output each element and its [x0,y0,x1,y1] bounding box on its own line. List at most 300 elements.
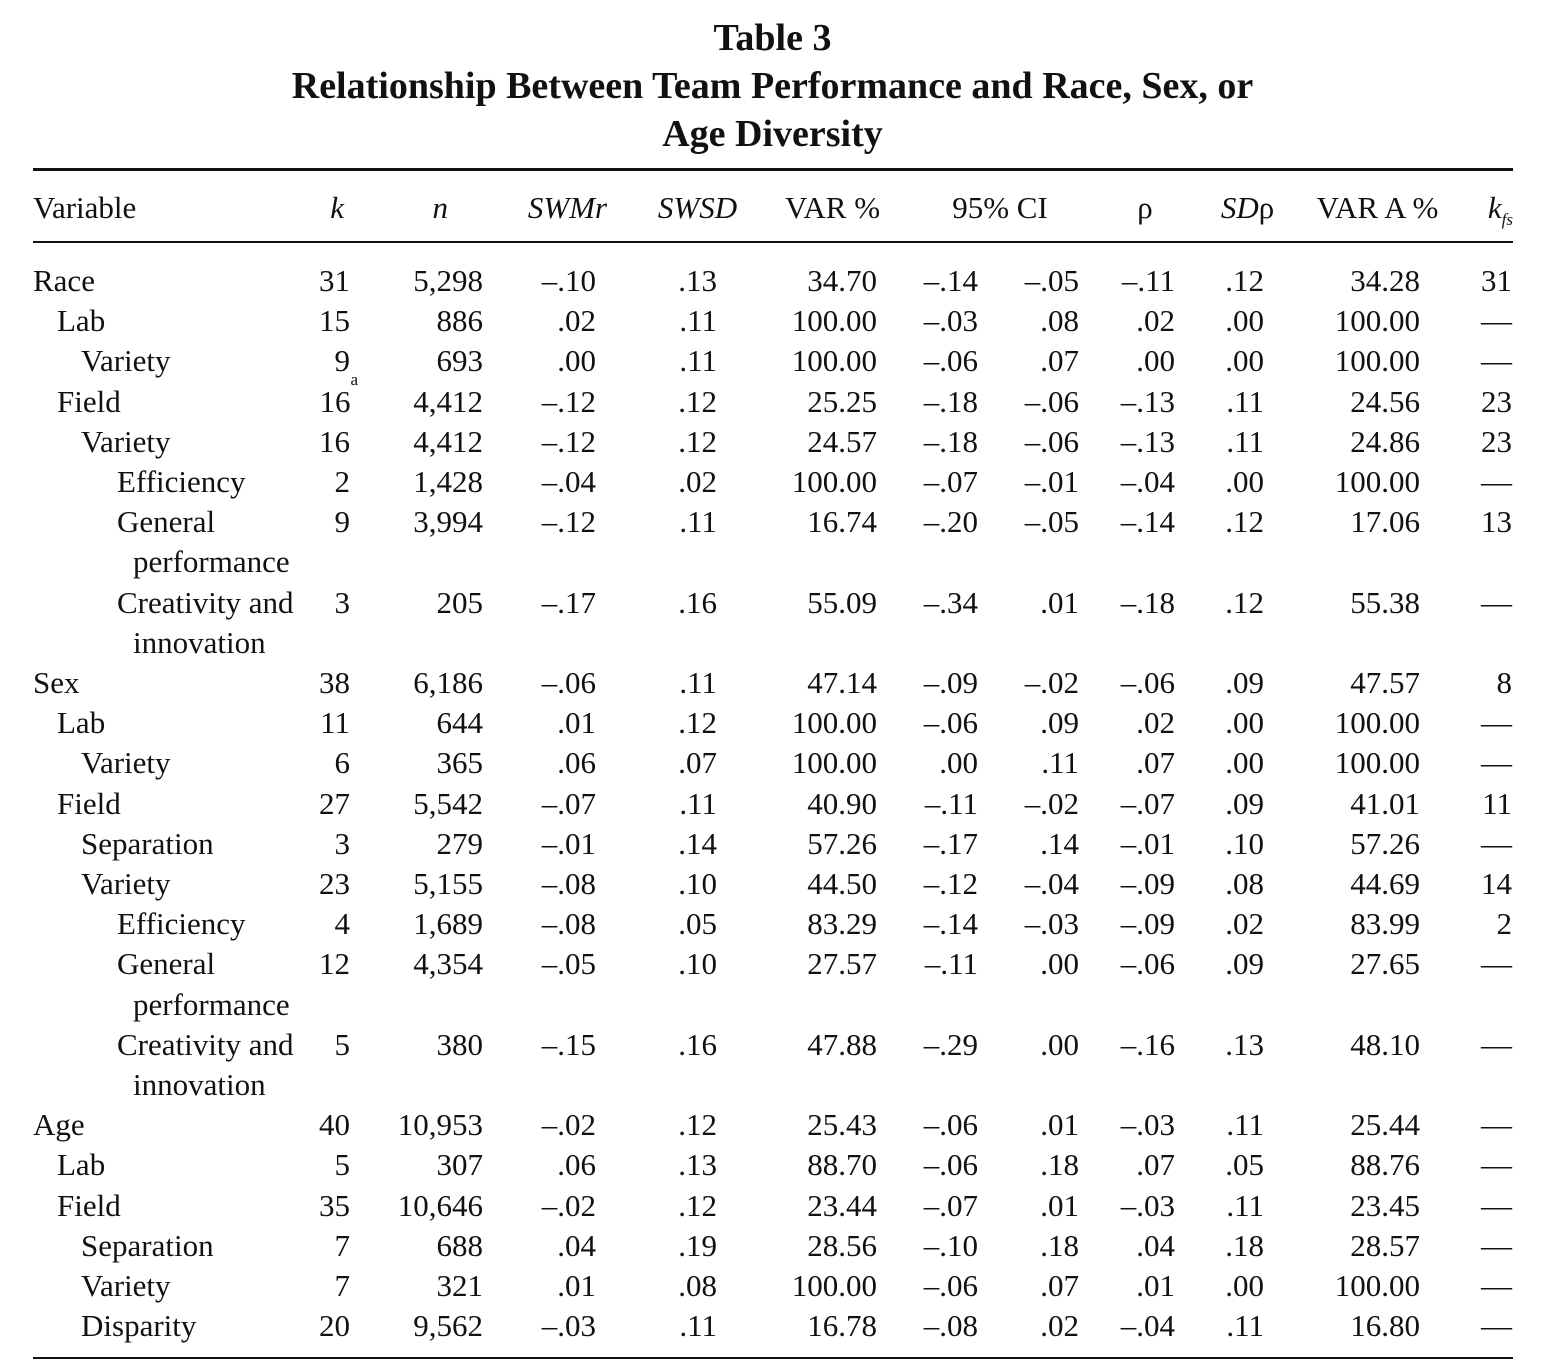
cell-swmr: –.08 [541,866,596,901]
cell-ci-upper: –.02 [1024,785,1079,821]
cell-var-a-pct: 25.44 [1350,1107,1420,1143]
cell-k: 27 [319,785,350,821]
cell-ci-upper: .02 [1040,1308,1079,1344]
cell-k: 9 [334,343,350,379]
cell-rho: –.04 [1120,464,1175,499]
cell-ci-upper: .14 [1040,825,1079,861]
cell-rho: .00 [1136,343,1175,379]
cell-sd-rho: .00 [1225,343,1264,379]
cell-k: 7 [334,1227,350,1263]
cell-kfs: 8 [1496,665,1512,700]
cell-kfs: 2 [1496,906,1512,942]
cell-var-a-pct: 17.06 [1350,504,1420,540]
cell-variable: General [117,946,216,982]
cell-swmr: .01 [557,705,596,741]
cell-swmr: –.06 [541,665,596,700]
cell-kfs: 11 [1482,785,1512,821]
cell-k [290,369,358,422]
cell-swmr: –.04 [541,464,596,499]
cell-kfs: — [1481,705,1512,741]
cell-swsd: .13 [678,263,717,298]
cell-rho: –.03 [1120,1107,1175,1143]
header-n: n [432,190,448,225]
cell-ci-upper: .08 [1040,303,1079,339]
cell-swmr: –.02 [541,1107,596,1143]
cell-ci-lower: –.34 [923,584,978,620]
cell-var-a-pct: 41.01 [1350,785,1420,821]
cell-var-pct: 25.25 [807,383,877,419]
cell-swsd: .07 [678,745,717,781]
cell-var-pct: 47.14 [807,665,877,700]
cell-variable: Variety [81,866,171,901]
cell-kfs: — [1481,825,1512,861]
cell-ci-upper: .18 [1040,1147,1079,1183]
cell-n: 9,562 [413,1308,483,1344]
cell-swsd: .14 [678,825,717,861]
table-caption-line-1: Relationship Between Team Performance and Race, Sex, or [291,65,1254,107]
cell-ci-upper: .01 [1040,584,1079,620]
cell-swsd: .11 [679,303,717,339]
cell-sd-rho: .11 [1226,1308,1264,1344]
cell-n: 4,412 [413,423,483,459]
cell-ci-upper: .11 [1041,745,1079,781]
cell-swsd: .12 [678,1107,717,1143]
cell-swmr: –.15 [541,1026,596,1062]
cell-n: 10,953 [397,1107,483,1143]
cell-swsd: .12 [678,1187,717,1223]
cell-ci-upper: .18 [1040,1227,1079,1263]
cell-swmr: –.10 [541,263,596,298]
cell-kfs: — [1481,303,1512,339]
header-kfs-main: k [1487,190,1502,225]
cell-var-pct: 44.50 [807,866,877,901]
cell-swsd: .11 [679,1308,717,1344]
table-title [0,14,1545,158]
cell-var-a-pct: 16.80 [1350,1308,1420,1344]
cell-swmr: –.12 [541,423,596,459]
cell-k: 38 [319,665,350,700]
table-caption-line-2: Age Diversity [662,113,883,155]
header-var-pct: VAR % [784,190,881,225]
cell-variable: Variety [81,1268,171,1303]
cell-sd-rho: .00 [1225,745,1264,781]
cell-rho: –.06 [1120,665,1175,700]
cell-k: 5 [334,1147,350,1183]
cell-n: 4,412 [413,383,483,419]
cell-swmr: .06 [557,745,596,781]
cell-kfs: 23 [1481,383,1512,419]
cell-swmr: –.02 [541,1187,596,1223]
cell-kfs: — [1481,1268,1512,1303]
cell-rho: –.06 [1120,946,1175,982]
cell-swmr: –.05 [541,946,596,982]
cell-k: 2 [334,464,350,499]
cell-ci-lower: –.06 [923,1268,978,1303]
cell-ci-lower: –.07 [923,1187,978,1223]
cell-variable: Lab [57,705,106,741]
cell-ci-upper: –.02 [1024,665,1079,700]
cell-var-a-pct: 100.00 [1334,464,1420,499]
cell-rho: –.09 [1120,906,1175,942]
cell-sd-rho: .11 [1226,1107,1264,1143]
cell-k: 4 [334,906,350,942]
cell-kfs: — [1481,343,1512,379]
cell-rho: –.11 [1121,263,1175,298]
cell-rho: .07 [1136,745,1175,781]
cell-n: 10,646 [397,1187,483,1223]
cell-sd-rho: .09 [1225,785,1264,821]
cell-n: 5,298 [413,263,483,298]
cell-swsd: .11 [679,785,717,821]
cell-swsd: .10 [678,866,717,901]
cell-k: 31 [319,263,350,298]
cell-k: 16 [319,423,350,459]
header-sd-rho-suffix: ρ [1258,190,1275,225]
cell-var-pct: 28.56 [807,1227,877,1263]
cell-ci-lower: –.14 [923,263,978,298]
cell-k: 12 [319,946,350,982]
cell-swmr: .01 [557,1268,596,1303]
cell-n: 307 [436,1147,483,1183]
cell-var-pct: 24.57 [807,423,877,459]
cell-variable: Race [33,263,95,298]
cell-var-pct: 16.78 [807,1308,877,1344]
cell-ci-upper: .07 [1040,343,1079,379]
cell-n: 886 [436,303,483,339]
cell-variable: Efficiency [117,906,246,942]
cell-var-pct: 40.90 [807,785,877,821]
cell-k: 11 [320,705,350,741]
cell-var-pct: 100.00 [791,343,877,379]
cell-ci-upper: .01 [1040,1107,1079,1143]
cell-variable: Variety [81,423,171,459]
cell-ci-upper: –.05 [1024,504,1079,540]
cell-rho: .07 [1136,1147,1175,1183]
cell-var-pct: 16.74 [807,504,877,540]
cell-variable: Creativity and [117,584,294,620]
cell-k: 3 [334,584,350,620]
cell-var-a-pct: 100.00 [1334,745,1420,781]
cell-ci-upper: .07 [1040,1268,1079,1303]
cell-var-a-pct: 34.28 [1350,263,1420,298]
cell-n: 5,155 [413,866,483,901]
cell-k: 5 [334,1026,350,1062]
cell-n: 1,428 [413,464,483,499]
cell-ci-lower: –.17 [923,825,978,861]
cell-var-a-pct: 27.65 [1350,946,1420,982]
cell-swsd: .11 [679,504,717,540]
cell-n: 644 [436,705,483,741]
cell-sd-rho: .05 [1225,1147,1264,1183]
cell-rho: –.16 [1120,1026,1175,1062]
cell-variable: Disparity [81,1308,197,1344]
cell-sd-rho: .00 [1225,705,1264,741]
cell-variable: Sex [33,665,80,700]
cell-swmr: .06 [557,1147,596,1183]
cell-var-pct: 23.44 [807,1187,877,1223]
cell-var-a-pct: 57.26 [1350,825,1420,861]
cell-swsd: .10 [678,946,717,982]
cell-variable-continuation: performance [133,986,290,1022]
cell-sd-rho: .02 [1225,906,1264,942]
header-swmr: SWMr [527,190,608,225]
cell-var-pct: 100.00 [791,464,877,499]
cell-n: 365 [436,745,483,781]
cell-swsd: .11 [679,343,717,379]
cell-var-pct: 27.57 [807,946,877,982]
cell-sd-rho: .18 [1225,1227,1264,1263]
cell-sd-rho: .09 [1225,665,1264,700]
cell-swmr: –.07 [541,785,596,821]
cell-swmr: –.12 [541,383,596,419]
cell-ci-upper: –.03 [1024,906,1079,942]
cell-var-pct: 25.43 [807,1107,877,1143]
cell-swmr: .02 [557,303,596,339]
cell-swsd: .08 [678,1268,717,1303]
cell-var-a-pct: 24.56 [1350,383,1420,419]
cell-k: 40 [319,1107,350,1143]
cell-ci-upper: –.05 [1024,263,1079,298]
cell-ci-upper: –.06 [1024,423,1079,459]
cell-sd-rho: .12 [1225,504,1264,540]
cell-rho: –.13 [1120,383,1175,419]
cell-k: 3 [334,825,350,861]
cell-var-a-pct: 100.00 [1334,705,1420,741]
cell-k: 15 [319,303,350,339]
cell-ci-upper: .09 [1040,705,1079,741]
cell-sd-rho: .13 [1225,1026,1264,1062]
cell-k: 23 [319,866,350,901]
cell-var-a-pct: 88.76 [1350,1147,1420,1183]
cell-var-a-pct: 48.10 [1350,1026,1420,1062]
cell-ci-lower: –.07 [923,464,978,499]
cell-rho: .02 [1136,303,1175,339]
cell-k: 9 [334,504,350,540]
cell-swmr: –.03 [541,1308,596,1344]
cell-sd-rho: .00 [1225,464,1264,499]
header-kfs-sub: fs [1501,210,1513,230]
cell-sd-rho: .08 [1225,866,1264,901]
cell-variable: Efficiency [117,464,246,499]
header-var-a-pct: VAR A % [1316,190,1439,225]
cell-variable: Age [33,1107,85,1143]
cell-var-pct: 100.00 [791,745,877,781]
cell-var-a-pct: 100.00 [1334,1268,1420,1303]
cell-rho: –.04 [1120,1308,1175,1344]
cell-variable: Field [57,1187,121,1223]
header-sd-rho-prefix: SD [1220,190,1259,225]
header-k: k [330,190,344,225]
cell-n: 3,994 [413,504,483,540]
cell-var-pct: 34.70 [807,263,877,298]
cell-ci-lower: –.29 [923,1026,978,1062]
cell-ci-lower: –.11 [924,785,978,821]
cell-var-a-pct: 100.00 [1334,343,1420,379]
header-variable: Variable [33,190,137,225]
cell-sd-rho: .09 [1225,946,1264,982]
cell-kfs: 31 [1481,263,1512,298]
cell-rho: –.01 [1120,825,1175,861]
cell-kfs: — [1481,1107,1512,1143]
cell-var-a-pct: 23.45 [1350,1187,1420,1223]
top-rule [33,168,1513,171]
cell-variable: Separation [81,1227,214,1263]
cell-ci-lower: –.06 [923,1107,978,1143]
cell-variable-continuation: performance [133,544,290,580]
cell-variable: Variety [81,745,171,781]
cell-ci-lower: .00 [939,745,978,781]
cell-swsd: .12 [678,705,717,741]
cell-rho: –.07 [1120,785,1175,821]
cell-ci-upper: .00 [1040,946,1079,982]
cell-swsd: .02 [678,464,717,499]
cell-var-pct: 88.70 [807,1147,877,1183]
cell-var-pct: 57.26 [807,825,877,861]
cell-ci-lower: –.12 [923,866,978,901]
cell-n: 6,186 [413,665,483,700]
cell-var-pct: 100.00 [791,705,877,741]
cell-ci-upper: –.04 [1024,866,1079,901]
cell-kfs: — [1481,1147,1512,1183]
cell-swsd: .19 [678,1227,717,1263]
cell-kfs: — [1481,1187,1512,1223]
cell-ci-lower: –.10 [923,1227,978,1263]
cell-variable-continuation: innovation [133,624,266,660]
cell-sd-rho: .11 [1226,1187,1264,1223]
cell-ci-lower: –.09 [923,665,978,700]
cell-n: 380 [436,1026,483,1062]
bottom-rule [33,1357,1513,1359]
cell-variable: General [117,504,216,540]
cell-variable: Field [57,383,121,419]
cell-kfs: — [1481,1026,1512,1062]
cell-var-a-pct: 47.57 [1350,665,1420,700]
cell-n: 321 [436,1268,483,1303]
cell-sd-rho: .11 [1226,423,1264,459]
cell-ci-lower: –.14 [923,906,978,942]
cell-rho: –.18 [1120,584,1175,620]
cell-ci-lower: –.18 [923,423,978,459]
cell-var-a-pct: 55.38 [1350,584,1420,620]
cell-swmr: –.08 [541,906,596,942]
cell-swsd: .16 [678,1026,717,1062]
cell-var-pct: 100.00 [791,303,877,339]
cell-swmr: .00 [557,343,596,379]
cell-ci-upper: –.06 [1024,383,1079,419]
cell-variable: Separation [81,825,214,861]
cell-rho: –.03 [1120,1187,1175,1223]
cell-var-a-pct: 100.00 [1334,303,1420,339]
cell-rho: –.09 [1120,866,1175,901]
cell-rho: .01 [1136,1268,1175,1303]
footnote-marker: a [350,369,358,389]
cell-kfs: — [1481,464,1512,499]
header-rule [33,241,1513,243]
cell-ci-lower: –.03 [923,303,978,339]
cell-ci-lower: –.20 [923,504,978,540]
cell-variable: Creativity and [117,1026,294,1062]
table-number: Table 3 [713,17,832,59]
cell-ci-lower: –.06 [923,705,978,741]
cell-rho: –.14 [1120,504,1175,540]
cell-k-value: 16 [319,383,351,419]
cell-k: 35 [319,1187,350,1223]
cell-swsd: .13 [678,1147,717,1183]
cell-swsd: .12 [678,383,717,419]
cell-swsd: .12 [678,423,717,459]
cell-n: 279 [436,825,483,861]
cell-ci-upper: –.01 [1024,464,1079,499]
cell-var-pct: 83.29 [807,906,877,942]
cell-n: 693 [436,343,483,379]
cell-swmr: –.12 [541,504,596,540]
cell-kfs: — [1481,584,1512,620]
cell-ci-lower: –.06 [923,343,978,379]
cell-k: 20 [319,1308,350,1344]
cell-swsd: .16 [678,584,717,620]
cell-var-a-pct: 83.99 [1350,906,1420,942]
header-ci: 95% CI [952,190,1048,225]
cell-var-a-pct: 44.69 [1350,866,1420,901]
cell-swmr: .04 [557,1227,596,1263]
cell-ci-upper: .00 [1040,1026,1079,1062]
cell-n: 4,354 [413,946,483,982]
cell-kfs: 13 [1481,504,1512,540]
cell-ci-lower: –.06 [923,1147,978,1183]
cell-n: 205 [436,584,483,620]
cell-var-pct: 100.00 [791,1268,877,1303]
cell-sd-rho: .12 [1225,584,1264,620]
cell-variable: Lab [57,303,106,339]
header-rho: ρ [1137,190,1153,225]
cell-k: 7 [334,1268,350,1303]
cell-sd-rho: .12 [1225,263,1264,298]
cell-n: 5,542 [413,785,483,821]
cell-sd-rho: .10 [1225,825,1264,861]
cell-k: 6 [334,745,350,781]
cell-kfs: 23 [1481,423,1512,459]
cell-ci-upper: .01 [1040,1187,1079,1223]
cell-kfs: — [1481,1227,1512,1263]
cell-n: 688 [436,1227,483,1263]
header-sd-rho [1200,188,1295,228]
cell-ci-lower: –.08 [923,1308,978,1344]
cell-rho: .02 [1136,705,1175,741]
cell-swmr: –.01 [541,825,596,861]
cell-kfs: 14 [1481,866,1512,901]
header-swsd: SWSD [657,190,738,225]
cell-sd-rho: .00 [1225,1268,1264,1303]
header-kfs [1465,188,1513,240]
cell-n: 1,689 [413,906,483,942]
cell-variable-continuation: innovation [133,1067,266,1102]
cell-variable: Variety [81,343,171,379]
cell-var-pct: 47.88 [807,1026,877,1062]
cell-ci-lower: –.11 [924,946,978,982]
cell-sd-rho: .00 [1225,303,1264,339]
cell-variable: Lab [57,1147,106,1183]
cell-swsd: .11 [679,665,717,700]
cell-var-a-pct: 28.57 [1350,1227,1420,1263]
cell-var-pct: 55.09 [807,584,877,620]
cell-ci-lower: –.18 [923,383,978,419]
cell-swmr: –.17 [541,584,596,620]
cell-kfs: — [1481,1308,1512,1344]
cell-variable: Field [57,785,121,821]
cell-var-a-pct: 24.86 [1350,423,1420,459]
cell-sd-rho: .11 [1226,383,1264,419]
cell-kfs: — [1481,745,1512,781]
